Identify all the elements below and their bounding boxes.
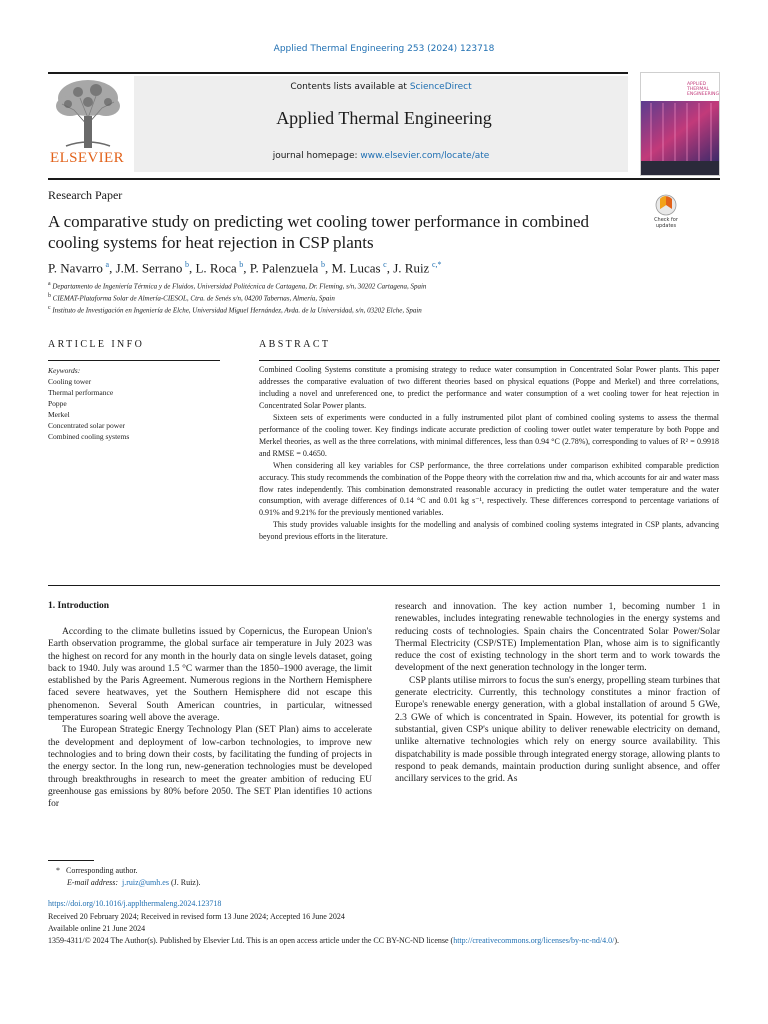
check-for-updates-icon [646, 193, 686, 231]
received-dates: Received 20 February 2024; Received in revised form 13 June 2024; Accepted 16 June 2024 [48, 912, 345, 921]
author-affil-mark[interactable]: c,* [431, 260, 442, 269]
doi-link[interactable]: https://doi.org/10.1016/j.applthermaleng.2024.123718 [48, 899, 222, 908]
keyword: Merkel [48, 410, 70, 419]
author-name[interactable]: L. Roca [195, 260, 237, 276]
contents-prefix: Contents lists available at [290, 82, 410, 92]
author-affil-mark[interactable]: b [320, 260, 325, 269]
body-paragraph: The European Strategic Energy Technology Plan (SET Plan) aims to accelerate the development and deployment of low-carbon technologies, to improve new technologies and to bring down their costs, by facilitating the funding of projects in the energy sector. In the long run, new-generation technologies must be developed through breakthroughs in research to meet the greater ambition of reducing EU greenhouse gas emissions by 80% before 2050. The SET Plan identifies 10 actions for [48, 725, 372, 810]
abstract-bottom-rule [48, 585, 720, 586]
author-name[interactable]: P. Navarro [48, 260, 103, 276]
affiliation [48, 293, 335, 302]
journal-reference[interactable]: Applied Thermal Engineering 253 (2024) 123718 [273, 44, 495, 54]
check-for-updates-line-1: Check for [654, 217, 678, 223]
elsevier-wordmark: ELSEVIER [50, 150, 125, 166]
affiliation-text: Departamento de Ingeniería Térmica y de Fluidos, Universidad Politécnica de Cartagena, Dr. Fleming, s/n, 30202 Cartagena, Spain [52, 282, 427, 291]
author-affil-mark[interactable]: b [184, 260, 189, 269]
affiliation-mark: a [48, 281, 51, 287]
article-type: Research Paper [48, 188, 123, 202]
cover-title-line-2: THERMAL [687, 87, 710, 92]
footnote-mark: * [56, 866, 60, 875]
article-info-rule [48, 360, 220, 361]
check-for-updates-badge[interactable] [646, 193, 686, 231]
homepage-prefix: journal homepage: [272, 151, 361, 161]
license-statement [48, 935, 720, 946]
license-suffix: ). [614, 936, 620, 945]
affiliation-text: CIEMAT-Plataforma Solar de Almería-CIESOL, Ctra. de Senés s/n, 04200 Tabernas, Almería, Spain [52, 294, 335, 303]
author-list: P. Navarro $^a$, J.M. Serrano $^b$, L. Roca $^b$, P. Palenzuela $^b$, M. Lucas $^c$, J. Ruiz $^{c,*}$ [48, 260, 442, 276]
author-name[interactable]: M. Lucas [331, 260, 381, 276]
author-affil-mark[interactable]: b [239, 260, 244, 269]
email-label: E-mail address: [67, 878, 119, 887]
keyword: Concentrated solar power [48, 421, 126, 430]
cover-title-line-1: APPLIED [687, 82, 707, 87]
author-name[interactable]: J.M. Serrano [115, 260, 183, 276]
journal-homepage [134, 151, 628, 161]
abstract-heading: ABSTRACT [259, 339, 331, 350]
corresponding-label: Corresponding author. [66, 866, 138, 875]
footnote-rule [48, 860, 94, 861]
license-text: 1359-4311/© 2024 The Author(s). Published by Elsevier Ltd. This is an open access article under the CC BY-NC-ND license ( [48, 936, 454, 945]
abstract-rule [259, 360, 720, 361]
author-affil-mark[interactable]: c [383, 260, 387, 269]
body-paragraph: CSP plants utilise mirrors to focus the sun's energy, propelling steam turbines that generate electricity. Currently, this technology constitutes a minor fraction of Europe's renewable energy generation, with a global installation of around 5 GWe, 2.3 GWe of which is concentrated in Spain. However, its potential for growth is substantial, given CSP's unique ability to deliver renewable electricity on demand, unlike alternative technologies which rely on energy source availability. This dispatchability is made possible through integrated energy storage, allowing plants to respond to peak demands, maintain production during sunlight absence, and offer ancillary services to the grid. As [395, 675, 720, 785]
author-name[interactable]: J. Ruiz [393, 260, 430, 276]
corresponding-author-note [56, 866, 138, 875]
affiliation-text: Instituto de Investigación en Ingeniería de Elche, Universidad Miguel Hernández, Avda. de la Universidad, s/n, 03202 Elche, Spain [52, 306, 422, 315]
abstract-paragraph: Combined Cooling Systems constitute a promising strategy to reduce water consumption in Concentrated Solar Power plants. This paper addresses the comparative evaluation of two different theories based on physical equations (Poppe and Merkel) and three correlations, including a novel and unreferenced one, to predict the performance and water consumption of a wet cooling tower for heat rejection in Concentrated Solar Power plants. [259, 365, 719, 410]
header-rule-top [48, 72, 628, 74]
affiliation-mark: b [48, 293, 51, 299]
homepage-link[interactable]: www.elsevier.com/locate/ate [360, 151, 490, 161]
keyword: Thermal performance [48, 388, 114, 397]
article-title: A comparative study on predicting wet cooling tower performance in combined cooling systems for heat rejection in CSP plants [48, 212, 590, 252]
body-paragraph: research and innovation. The key action number 1, becoming number 1 in renewables, includes integrating renewable technologies in the energy systems and reducing costs of technologies. Spain chairs the Concentrated Solar Power/Solar Thermal Electricity (CSP/STE) Implementation Plan, whose aim is to significantly reduce the cost of existing technology in the short term and to work towards the development of the next generation technology in the longer term. [395, 602, 720, 674]
keyword: Poppe [48, 399, 67, 408]
author-name[interactable]: P. Palenzuela [249, 260, 319, 276]
abstract-paragraph: This study provides valuable insights for the modelling and analysis of combined cooling systems integrated in CSP plants, advancing beyond previous efforts in the literature. [259, 520, 719, 542]
keyword: Cooling tower [48, 377, 92, 386]
body-column-right [395, 601, 720, 785]
body-column-left [48, 626, 372, 810]
email-link[interactable]: j.ruiz@umh.es [122, 878, 169, 887]
journal-title: Applied Thermal Engineering [276, 108, 492, 128]
abstract-paragraph: When considering all key variables for CSP performance, the three correlations under comparison exhibited comparable prediction accuracy. This study recommends the combination of the Poppe theory with the correlation ṁw and ṁa, which accounts for air and water mass flow rates independently. This combination demonstrated reasonable accuracy in predicting the outlet water temperature and the water consumption, with average differences of 0.14 °C and 0.01 kg s⁻¹, respectively. These differences correspond to percentage variations of 0.91% and 9.21% for the previously mentioned variables. [259, 460, 719, 518]
keywords-label: Keywords: [48, 366, 81, 375]
author-affil-mark[interactable]: a [105, 260, 110, 269]
abstract-paragraph: Sixteen sets of experiments were conducted in a fully instrumented pilot plant of combined cooling systems to assess the thermal performance of the cooling tower. Key findings indicate accurate prediction of cooling tower outlet water temperature by both Poppe and Merkel theories, as well as the three correlations, with minimal differences, less than 0.94 °C (2.78%), corresponding to values of R² = 0.9918 and RMSE = 0.4650. [259, 412, 719, 458]
affiliation [48, 305, 422, 314]
cover-title-line-3: ENGINEERING [687, 92, 720, 97]
email-note [67, 878, 201, 887]
abstract-body [259, 364, 719, 543]
article-info-heading: ARTICLE INFO [48, 339, 145, 350]
license-link[interactable]: http://creativecommons.org/licenses/by-nc-nd/4.0/ [453, 936, 615, 945]
affiliation-mark: c [48, 305, 51, 311]
affiliation [48, 281, 426, 290]
available-online: Available online 21 June 2024 [48, 924, 146, 933]
journal-cover-image[interactable] [640, 72, 720, 176]
contents-line [134, 82, 628, 92]
keyword: Combined cooling systems [48, 432, 130, 441]
section-heading-introduction: 1. Introduction [48, 601, 110, 611]
body-paragraph: According to the climate bulletins issued by Copernicus, the European Union's Earth observation programme, the global surface air temperature in July 2023 was the highest on record for any month in the hourly data on single levels dataset, going back to 1940. July was around 1.5 °C warmer than the 1850–1900 average, the limit established by the Paris Agreement. Numerous regions in the Northern Hemisphere faced severe heatwaves, yet the Southern Hemisphere did not escape this phenomenon. Several South American countries, in particular, witnessed temperatures soaring well above the average. [48, 627, 372, 724]
header-rule-bottom [48, 178, 720, 180]
check-for-updates-line-2: updates [655, 223, 677, 229]
sciencedirect-link[interactable]: ScienceDirect [409, 82, 472, 92]
email-suffix: (J. Ruiz). [170, 878, 201, 887]
